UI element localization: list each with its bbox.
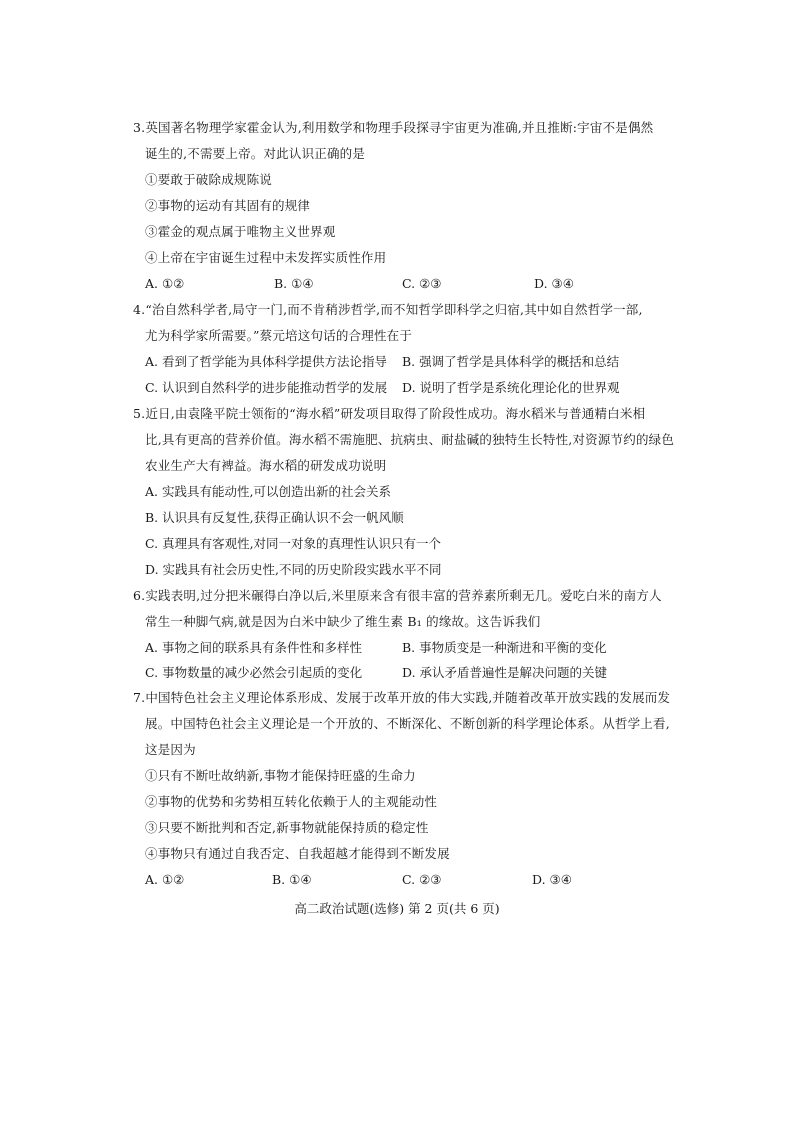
- q3-choice-d: D. ③④: [534, 276, 574, 291]
- q5-choice-d: D. 实践具有社会历史性,不同的历史阶段实践水平不同: [145, 562, 442, 577]
- q3-choice-b: B. ①④: [274, 276, 314, 291]
- q7-stem-line-3: 这是因为: [145, 742, 196, 757]
- q7-item-4: ④事物只有通过自我否定、自我超越才能得到不断发展: [145, 846, 450, 861]
- q7-item-3: ③只要不断批判和否定,新事物就能保持质的稳定性: [145, 820, 429, 835]
- q7-choice-c: C. ②③: [402, 872, 442, 887]
- q4-stem-line-2: 尤为科学家所需要。”蔡元培这句话的合理性在于: [145, 328, 413, 343]
- q7-item-1: ①只有不断吐故纳新,事物才能保持旺盛的生命力: [145, 768, 416, 783]
- q5-choice-a: A. 实践具有能动性,可以创造出新的社会关系: [145, 484, 391, 499]
- q6-stem-line-2: 常生一种脚气病,就是因为白米中缺少了维生素 B₁ 的缘故。这告诉我们: [145, 614, 541, 629]
- q5-stem-line-1: 5.近日,由袁隆平院士领衔的“海水稻”研发项目取得了阶段性成功。海水稻米与普通精白米相: [133, 406, 646, 421]
- q5-stem-line-2: 比,具有更高的营养价值。海水稻不需施肥、抗病虫、耐盐碱的独特生长特性,对资源节约的绿色: [145, 432, 675, 447]
- q3-choice-c: C. ②③: [402, 276, 442, 291]
- q6-choice-b: B. 事物质变是一种渐进和平衡的变化: [402, 640, 607, 655]
- q6-choice-a: A. 事物之间的联系具有条件性和多样性: [145, 640, 362, 655]
- q7-choice-b: B. ①④: [272, 872, 312, 887]
- q4-stem-line-1: 4.“治自然科学者,局守一门,而不肯稍涉哲学,而不知哲学即科学之归宿,其中如自然哲学一部,: [133, 302, 643, 317]
- q4-choice-d: D. 说明了哲学是系统化理论化的世界观: [402, 380, 620, 395]
- q7-stem-line-2: 展。中国特色社会主义理论是一个开放的、不断深化、不断创新的科学理论体系。从哲学上看,: [145, 716, 670, 731]
- q4-choice-c: C. 认识到自然科学的进步能推动哲学的发展: [145, 380, 388, 395]
- q3-stem-line-2: 诞生的,不需要上帝。对此认识正确的是: [145, 146, 366, 161]
- q7-item-2: ②事物的优势和劣势相互转化依赖于人的主观能动性: [145, 794, 438, 809]
- q5-choice-b: B. 认识具有反复性,获得正确认识不会一帆风顺: [145, 510, 404, 525]
- q3-item-4: ④上帝在宇宙诞生过程中未发挥实质性作用: [145, 250, 387, 265]
- q3-stem-line-1: 3.英国著名物理学家霍金认为,利用数学和物理手段探寻宇宙更为准确,并且推断:宇宙不是偶然: [133, 120, 654, 135]
- q5-choice-c: C. 真理具有客观性,对同一对象的真理性认识只有一个: [145, 536, 442, 551]
- q6-choice-d: D. 承认矛盾普遍性是解决问题的关键: [402, 665, 608, 680]
- q7-stem-line-1: 7.中国特色社会主义理论体系形成、发展于改革开放的伟大实践,并随着改革开放实践的发展而发: [133, 690, 671, 705]
- q7-choice-d: D. ③④: [532, 872, 572, 887]
- q3-item-2: ②事物的运动有其固有的规律: [145, 198, 311, 213]
- page-footer: 高二政治试题(选修) 第 2 页(共 6 页): [294, 901, 500, 916]
- q4-choice-a: A. 看到了哲学能为具体科学提供方法论指导: [145, 354, 387, 369]
- q6-choice-c: C. 事物数量的减少必然会引起质的变化: [145, 665, 363, 680]
- q7-choice-a: A. ①②: [145, 872, 185, 887]
- q5-stem-line-3: 农业生产大有裨益。海水稻的研发成功说明: [145, 458, 387, 473]
- q3-item-1: ①要敢于破除成规陈说: [145, 172, 273, 187]
- q3-item-3: ③霍金的观点属于唯物主义世界观: [145, 224, 336, 239]
- q4-choice-b: B. 强调了哲学是具体科学的概括和总结: [402, 354, 620, 369]
- q3-choice-a: A. ①②: [145, 276, 185, 291]
- q6-stem-line-1: 6.实践表明,过分把米碾得白净以后,米里原来含有很丰富的营养素所剩无几。爱吃白米的南方人: [133, 588, 662, 603]
